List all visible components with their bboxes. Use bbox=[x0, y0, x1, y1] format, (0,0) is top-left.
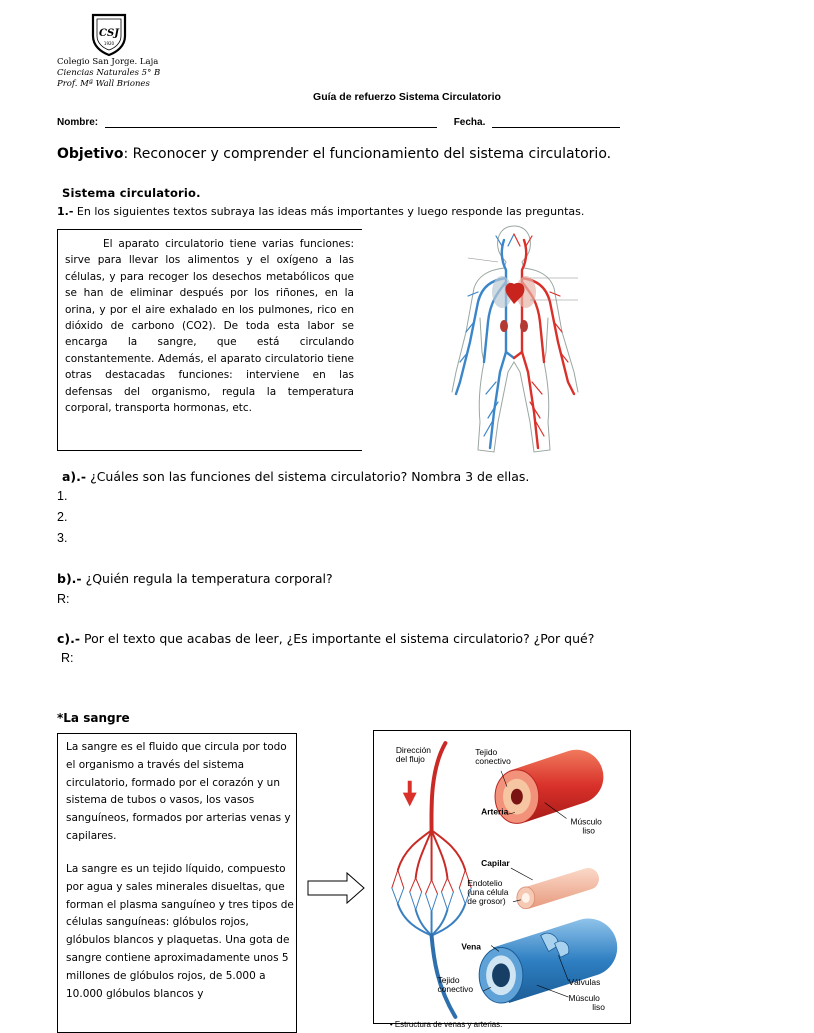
label-tejido-bottom-2: conectivo bbox=[437, 984, 474, 995]
label-capilar: Capilar bbox=[481, 858, 510, 869]
reading-box-1 bbox=[57, 229, 362, 451]
guide-title: Guía de refuerzo Sistema Circulatorio bbox=[313, 91, 501, 103]
question-a-text: ¿Cuáles son las funciones del sistema circulatorio? Nombra 3 de ellas. bbox=[86, 469, 530, 484]
label-endotelio-3: de grosor) bbox=[467, 895, 506, 906]
label-arteria: Arteria bbox=[481, 806, 509, 817]
blood-paragraph-1: La sangre es el fluido que circula por todo el organismo a través del sistema circulatorio, formado por el corazón y un sistema de tubos o vasos, los vasos sanguíneos, formados por arterias venas y capilares. bbox=[66, 741, 291, 842]
name-blank[interactable] bbox=[105, 118, 437, 128]
label-direccion-2: del flujo bbox=[395, 753, 425, 764]
instruction-number: 1.- bbox=[57, 205, 74, 218]
objective-text: : Reconocer y comprender el funcionamiento del sistema circulatorio. bbox=[123, 146, 612, 162]
label-vena: Vena bbox=[461, 941, 481, 952]
answer-b[interactable]: R: bbox=[57, 592, 70, 606]
label-endotelio-2: (una célula bbox=[467, 886, 509, 897]
label-tejido-top-2: conectivo bbox=[475, 755, 511, 766]
question-b-label: b).- bbox=[57, 571, 82, 586]
reading-text-1: El aparato circulatorio tiene varias funciones: sirve para llevar los alimentos y el oxígeno a las células, y para recoger los desechos metabólicos que se han de eliminar después por los riñones, en la orina, y por el aire exhalado en los pulmones, rico en dióxido de carbono (CO2). De toda esta labor se encarga la sangre, que está circulando constantemente. Además, el aparato circulatorio tiene otras destacadas funciones: interviene en las defensas del organismo, regula la temperatura corporal, transporta hormonas, etc. bbox=[65, 238, 354, 415]
label-tejido-bottom-1: Tejido bbox=[437, 975, 460, 986]
question-c-text: Por el texto que acabas de leer, ¿Es importante el sistema circulatorio? ¿Por qué? bbox=[80, 631, 595, 646]
answer-c[interactable]: R: bbox=[61, 651, 74, 665]
answer-line-2[interactable]: 2. bbox=[57, 510, 68, 524]
objective-label: Objetivo bbox=[57, 146, 124, 162]
label-valvulas: Válvulas bbox=[568, 977, 601, 988]
blood-section-title: *La sangre bbox=[57, 711, 130, 725]
instruction-text: En los siguientes textos subraya las ideas más importantes y luego responde las preguntas. bbox=[73, 205, 585, 218]
course-name: Ciencias Naturales 5° B bbox=[57, 68, 161, 78]
name-label: Nombre: bbox=[57, 117, 99, 128]
blood-vessels-diagram bbox=[373, 730, 631, 1029]
answer-line-1[interactable]: 1. bbox=[57, 489, 68, 503]
question-b-text: ¿Quién regula la temperatura corporal? bbox=[81, 571, 333, 586]
school-info bbox=[57, 57, 160, 90]
question-c bbox=[57, 631, 594, 646]
section-title: Sistema circulatorio. bbox=[62, 186, 201, 200]
label-musculo-top-2: liso bbox=[582, 825, 596, 836]
question-a bbox=[62, 469, 529, 484]
question-c-label: c).- bbox=[57, 631, 81, 646]
label-musculo-bottom-1: Músculo bbox=[568, 993, 600, 1004]
label-musculo-top-1: Músculo bbox=[570, 816, 602, 827]
blood-paragraph-2: La sangre es un tejido líquido, compuesto por agua y sales minerales disueltas, que forman el plasma sanguíneo y tres tipos de células sanguíneas: glóbulos rojos, glóbulos blancos y plaquetas. Una gota de sangre contiene aproximadamente unos 5 millones de glóbulos rojos, de 5.000 a 10.000 glóbulos blancos y bbox=[66, 863, 294, 1000]
reading-box-2 bbox=[57, 733, 297, 1033]
question-b bbox=[57, 571, 333, 586]
question-a-label: a).- bbox=[62, 469, 87, 484]
svg-text:1920: 1920 bbox=[103, 41, 115, 46]
label-direccion-1: Dirección bbox=[395, 744, 431, 755]
date-label: Fecha. bbox=[453, 117, 486, 128]
label-musculo-bottom-2: liso bbox=[592, 1001, 605, 1012]
date-blank[interactable] bbox=[492, 118, 620, 128]
right-arrow-icon bbox=[307, 872, 365, 904]
label-tejido-top-1: Tejido bbox=[475, 746, 498, 757]
school-crest-logo bbox=[90, 12, 128, 56]
circulatory-body-illustration bbox=[418, 222, 610, 456]
instruction-1 bbox=[57, 205, 584, 218]
answer-line-3[interactable]: 3. bbox=[57, 531, 68, 545]
objective bbox=[57, 146, 611, 162]
svg-text:CSJ: CSJ bbox=[99, 28, 119, 39]
label-endotelio-1: Endotelio bbox=[467, 877, 503, 888]
teacher-name: Prof. Mª Wall Briones bbox=[57, 79, 150, 89]
diagram-caption: • Estructura de venas y arterias. bbox=[389, 1019, 503, 1029]
school-name: Colegio San Jorge. Laja bbox=[57, 57, 159, 67]
name-date-line bbox=[57, 117, 620, 128]
